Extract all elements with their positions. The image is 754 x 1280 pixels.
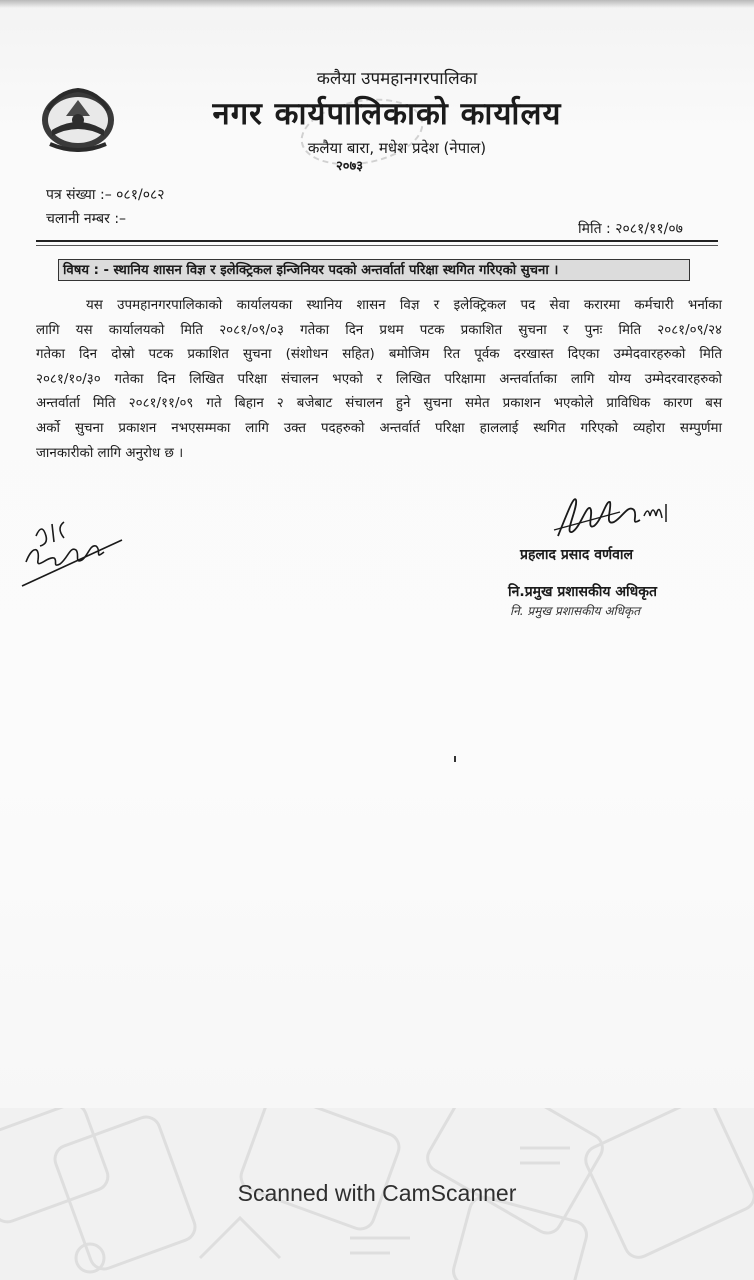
scan-speck <box>454 756 456 762</box>
camscanner-watermark: Scanned with CamScanner <box>237 1180 517 1206</box>
letterhead-title: नगर कार्यपालिकाको कार्यालय <box>212 96 562 132</box>
body-line: लागि यस कार्यालयको मिति २०८१/०९/०३ गतेका दिन प्रथम पटक प्रकाशित सुचना र पुनः मिति २०८१/०९/२४ <box>36 322 722 338</box>
letterhead-line1: कलैया उपमहानगरपालिका <box>316 69 478 89</box>
letter-date: मिति : २०८१/११/०७ <box>578 221 683 237</box>
header-rule-thin <box>36 245 718 246</box>
letter-body <box>36 294 722 466</box>
header-rule <box>36 240 718 242</box>
signatory-stamp: नि. प्रमुख प्रशासकीय अधिकृत <box>510 604 641 618</box>
dispatch-number: चलानी नम्बर :– <box>46 211 127 227</box>
letterhead-address: कलैया बारा, मधेश प्रदेश (नेपाल) <box>307 139 487 157</box>
letter-number: पत्र संख्या :– ०८१/०८२ <box>46 187 165 203</box>
body-line: यस उपमहानगरपालिकाको कार्यालयका स्थानिय शासन विज्ञ र इलेक्ट्रिकल पद सेवा करारमा कर्मचारी भर्नाका <box>86 298 722 313</box>
subject-line: विषय : - स्थानिय शासन विज्ञ र इलेक्ट्रिकल इन्जिनियर पदको अन्तर्वार्ता परिक्षा स्थगित गरिएको सुचना । <box>58 259 690 281</box>
body-line: २०८१/१०/३० गतेका दिन लिखित परिक्षा संचालन भएको र लिखित परिक्षामा अन्तर्वार्ताका लागि योग्य उम्मेदरवारहरुको <box>36 371 722 387</box>
scan-edge-shadow <box>0 0 754 8</box>
body-line: अर्को सुचना प्रकाशन नभएसम्मका लागि उक्त पदहरुको अन्तर्वार्त परिक्षा हाललाई स्थगित गरिएको व्यहोरा सम्पुर्णमा <box>36 420 722 436</box>
handwritten-signature <box>550 486 680 546</box>
signatory-title: नि.प्रमुख प्रशासकीय अधिकृत <box>508 584 657 600</box>
body-line: गतेका दिन दोस्रो पटक प्रकाशित सुचना (संशोधन सहित) बमोजिम रित पूर्वक दरखास्त दिएका उम्मेदवारहरुको मिति <box>36 347 722 363</box>
signatory-name: प्रहलाद प्रसाद वर्णवाल <box>520 547 633 563</box>
body-line: अन्तर्वार्ता मिति २०८१/११/०९ गते बिहान २ बजेबाट संचालन हुने सुचना समेत प्रकाशन भएकोले प्राविधिक कारण बस <box>36 396 722 412</box>
margin-handwritten-note <box>18 516 128 596</box>
body-line: जानकारीको लागि अनुरोध छ । <box>36 445 184 461</box>
letterhead-year: २०७३ <box>336 159 364 174</box>
